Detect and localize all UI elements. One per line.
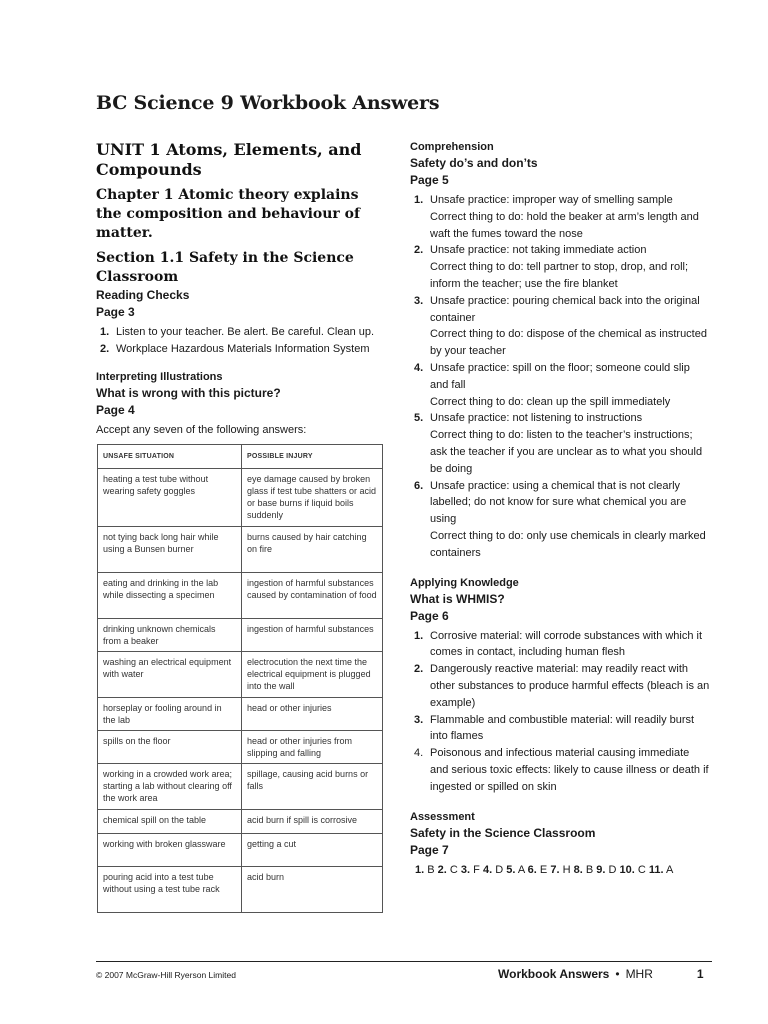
chapter-title: Chapter 1 Atomic theory explains the composition and behaviour of matter. <box>96 187 361 241</box>
list-item <box>96 324 388 341</box>
table-row <box>98 730 383 763</box>
unsafe-practice-text: Unsafe practice: not taking immediate action <box>430 244 647 257</box>
unsafe-practice-text: Unsafe practice: not listening to instructions <box>430 412 643 425</box>
answer-letter: F <box>473 863 480 876</box>
answer-number: 10. <box>619 863 635 876</box>
table-row <box>98 697 383 730</box>
situation-cell: working in a crowded work area; starting a lab without clearing off the work area <box>98 763 242 809</box>
table-row <box>98 618 383 651</box>
situation-cell: pouring acid into a test tube without using a test tube rack <box>98 866 242 912</box>
reading-checks <box>96 287 388 358</box>
item-number: 4. <box>414 747 424 760</box>
item-number: 3. <box>414 713 424 726</box>
interpreting-label: Interpreting Illustrations <box>96 370 223 383</box>
answer-number: 8. <box>573 863 583 876</box>
interpreting-illustrations <box>96 370 388 913</box>
injury-cell: ingestion of harmful substances <box>242 618 383 651</box>
list-item <box>410 360 710 410</box>
answer-number: 1. <box>415 863 425 876</box>
reading-checks-list <box>96 324 388 358</box>
item-text: Poisonous and infectious material causing immediate and serious toxic effects: likely to cause illness or death if ingested or spilled on skin <box>430 747 709 793</box>
answer-number: 6. <box>527 863 537 876</box>
comprehension-list <box>410 192 710 562</box>
assessment-section <box>410 810 710 878</box>
correct-action-text: Correct thing to do: dispose of the chemical as instructed by your teacher <box>430 328 707 358</box>
assessment-page: Page 7 <box>410 842 449 857</box>
list-item <box>410 410 710 477</box>
item-number: 5. <box>414 412 424 425</box>
table-row <box>98 866 383 912</box>
answer-letter: A <box>517 863 525 876</box>
table-header-row <box>98 444 383 468</box>
injury-cell: head or other injuries <box>242 697 383 730</box>
interpreting-page: Page 4 <box>96 402 135 417</box>
hazards-table <box>97 444 383 913</box>
answer-letter: C <box>449 863 458 876</box>
comprehension-heading: Safety do’s and don’ts <box>410 156 538 170</box>
situation-cell: chemical spill on the table <box>98 809 242 833</box>
injury-cell: head or other injuries from slipping and falling <box>242 730 383 763</box>
section-title: Section 1.1 Safety in the Science Classroom <box>96 250 354 285</box>
answer-letter: B <box>427 863 435 876</box>
answer-number: 5. <box>506 863 516 876</box>
answer-number: 11. <box>648 863 664 876</box>
interpreting-heading: What is wrong with this picture? <box>96 385 281 400</box>
comprehension-page: Page 5 <box>410 173 449 187</box>
item-number: 1. <box>414 629 424 642</box>
table-row <box>98 833 383 866</box>
situation-cell: spills on the floor <box>98 730 242 763</box>
answer-letter: D <box>608 863 617 876</box>
table-row <box>98 526 383 572</box>
item-number: 1. <box>100 326 110 338</box>
answer-number: 7. <box>550 863 560 876</box>
correct-action-text: Correct thing to do: tell partner to stop, drop, and roll; inform the teacher; use the fire blanket <box>430 261 689 290</box>
situation-cell: not tying back long hair while using a Bunsen burner <box>98 526 242 572</box>
list-item <box>96 341 388 358</box>
footer-page-label <box>498 967 704 981</box>
injury-cell: ingestion of harmful substances caused by contamination of food <box>242 572 383 618</box>
item-number: 2. <box>414 663 424 676</box>
right-column <box>410 140 710 878</box>
answer-number: 9. <box>596 863 606 876</box>
answer-number: 2. <box>437 863 447 876</box>
assessment-answers <box>410 862 710 878</box>
situation-cell: drinking unknown chemicals from a beaker <box>98 618 242 651</box>
injury-cell: electrocution the next time the electrical equipment is plugged into the wall <box>242 651 383 697</box>
table-row <box>98 468 383 526</box>
item-text: Corrosive material: will corrode substances with which it comes in contact, including human flesh <box>430 629 703 659</box>
answer-letter: D <box>495 863 504 876</box>
table-row <box>98 651 383 697</box>
list-item <box>410 712 710 746</box>
answer-letter: E <box>539 863 548 876</box>
list-item <box>410 192 710 242</box>
injury-cell: burns caused by hair catching on fire <box>242 526 383 572</box>
bullet-icon: • <box>615 967 620 981</box>
reading-checks-heading: Reading Checks <box>96 288 190 302</box>
answer-letter: A <box>666 863 674 876</box>
list-item <box>410 661 710 711</box>
list-item <box>410 745 710 795</box>
unsafe-practice-text: Unsafe practice: improper way of smelling sample <box>430 194 673 206</box>
answer-number: 4. <box>482 863 493 876</box>
answer-letter: C <box>637 863 646 876</box>
table-row <box>98 809 383 833</box>
situation-cell: heating a test tube without wearing safety goggles <box>98 468 242 526</box>
situation-cell: washing an electrical equipment with water <box>98 651 242 697</box>
unsafe-practice-text: Unsafe practice: pouring chemical back into the original container <box>430 294 700 324</box>
item-text: Dangerously reactive material: may readily react with other substances to produce harmful effects (bleach is an example) <box>430 663 710 709</box>
assessment-heading: Safety in the Science Classroom <box>410 825 596 840</box>
injury-cell: acid burn if spill is corrosive <box>242 809 383 833</box>
item-number: 3. <box>414 294 424 307</box>
item-number: 4. <box>414 361 424 374</box>
column-header-possible-injury: POSSIBLE INJURY <box>242 444 383 468</box>
table-row <box>98 572 383 618</box>
list-item <box>410 242 710 292</box>
unsafe-practice-text: Unsafe practice: using a chemical that is not clearly labelled; do not know for sure what chemical you are using <box>430 479 687 526</box>
item-number: 2. <box>414 244 424 257</box>
applying-page: Page 6 <box>410 608 449 623</box>
unit-title: UNIT 1 Atoms, Elements, and Compounds <box>96 140 362 179</box>
footer-publisher: MHR <box>625 967 653 981</box>
assessment-label: Assessment <box>410 810 475 823</box>
footer-label: Workbook Answers <box>498 967 610 981</box>
unsafe-practice-text: Unsafe practice: spill on the floor; someone could slip and fall <box>430 361 690 391</box>
applying-heading: What is WHMIS? <box>410 591 505 606</box>
applying-knowledge-section <box>410 576 710 796</box>
answer-letter: B <box>585 863 594 876</box>
reading-checks-page: Page 3 <box>96 305 135 319</box>
correct-action-text: Correct thing to do: listen to the teacher’s instructions; ask the teacher if you are unclear as to what you should be doing <box>430 429 703 475</box>
comprehension-label: Comprehension <box>410 141 494 153</box>
correct-action-text: Correct thing to do: hold the beaker at arm’s length and waft the fumes toward the nose <box>430 210 699 240</box>
list-item <box>410 628 710 662</box>
footer-divider <box>96 961 712 962</box>
table-row <box>98 763 383 809</box>
item-text: Flammable and combustible material: will readily burst into flames <box>430 713 695 743</box>
page-number: 1 <box>696 967 704 981</box>
injury-cell: getting a cut <box>242 833 383 866</box>
situation-cell: horseplay or fooling around in the lab <box>98 697 242 730</box>
list-item <box>410 478 710 562</box>
correct-action-text: Correct thing to do: clean up the spill immediately <box>430 395 671 408</box>
injury-cell: eye damage caused by broken glass if test tube shatters or acid or base burns if liquid boils suddenly <box>242 468 383 526</box>
interpreting-intro: Accept any seven of the following answers: <box>96 423 307 436</box>
whmis-list <box>410 628 710 796</box>
item-number: 2. <box>100 342 110 355</box>
item-text: Workplace Hazardous Materials Information System <box>116 342 370 355</box>
injury-cell: spillage, causing acid burns or falls <box>242 763 383 809</box>
answer-letter: H <box>562 863 571 876</box>
page-title: BC Science 9 Workbook Answers <box>96 92 440 114</box>
injury-cell: acid burn <box>242 866 383 912</box>
column-header-unsafe-situation: UNSAFE SITUATION <box>98 444 242 468</box>
answer-number: 3. <box>460 863 471 876</box>
item-number: 6. <box>414 479 424 492</box>
correct-action-text: Correct thing to do: only use chemicals in clearly marked containers <box>430 529 706 559</box>
left-column <box>96 140 388 913</box>
applying-label: Applying Knowledge <box>410 576 519 589</box>
footer-copyright: © 2007 McGraw-Hill Ryerson Limited <box>96 970 236 980</box>
list-item <box>410 293 710 360</box>
situation-cell: working with broken glassware <box>98 833 242 866</box>
situation-cell: eating and drinking in the lab while dissecting a specimen <box>98 572 242 618</box>
comprehension-section <box>410 140 710 562</box>
item-text: Listen to your teacher. Be alert. Be careful. Clean up. <box>116 326 375 338</box>
item-number: 1. <box>414 194 424 206</box>
